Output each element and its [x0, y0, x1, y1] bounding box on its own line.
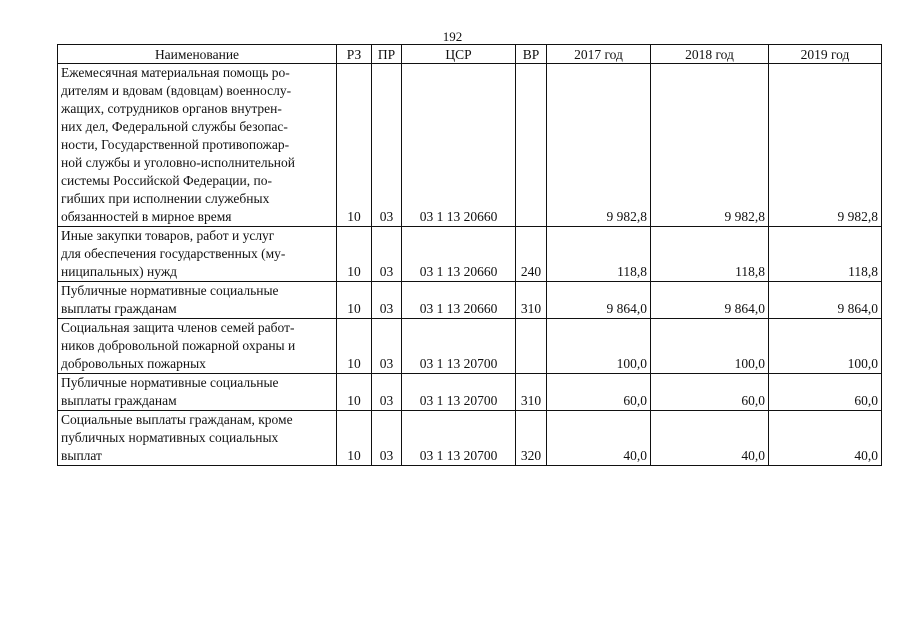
- row-2019: 40,0: [769, 411, 882, 466]
- row-csr: 03 1 13 20700: [402, 411, 516, 466]
- row-2018: 100,0: [651, 319, 769, 374]
- row-name: Социальные выплаты гражданам, кроме публичных нормативных социальных выплат: [58, 411, 337, 466]
- header-pr: ПР: [372, 45, 402, 64]
- row-2017: 40,0: [547, 411, 651, 466]
- row-rz: 10: [337, 411, 372, 466]
- row-2017: 9 864,0: [547, 282, 651, 319]
- row-2017: 9 982,8: [547, 64, 651, 227]
- row-2017: 60,0: [547, 374, 651, 411]
- row-2018: 118,8: [651, 227, 769, 282]
- row-name: Иные закупки товаров, работ и услуг для обеспечения государственных (му- ниципальных) нужд: [58, 227, 337, 282]
- row-csr: 03 1 13 20700: [402, 319, 516, 374]
- row-pr: 03: [372, 227, 402, 282]
- row-csr: 03 1 13 20660: [402, 64, 516, 227]
- header-2017: 2017 год: [547, 45, 651, 64]
- row-rz: 10: [337, 227, 372, 282]
- row-name: Публичные нормативные социальные выплаты гражданам: [58, 374, 337, 411]
- row-name: Ежемесячная материальная помощь ро- дителям и вдовам (вдовцам) военнослу- жащих, сотрудников органов внутрен- них дел, Федеральной службы безопас- ности, Государственной противопожар- ной службы и уголовно-исполнительной системы Российской Федерации, по- гибших при исполнении служебных обязанностей в мирное время: [58, 64, 337, 227]
- table-header-row: [58, 45, 882, 64]
- budget-table: [57, 44, 882, 466]
- table-row: [58, 64, 882, 227]
- row-2017: 100,0: [547, 319, 651, 374]
- row-vr: 310: [516, 282, 547, 319]
- row-2019: 9 864,0: [769, 282, 882, 319]
- header-2018: 2018 год: [651, 45, 769, 64]
- table-row: [58, 282, 882, 319]
- row-vr: 310: [516, 374, 547, 411]
- header-csr: ЦСР: [402, 45, 516, 64]
- table-row: [58, 227, 882, 282]
- row-csr: 03 1 13 20660: [402, 282, 516, 319]
- row-rz: 10: [337, 64, 372, 227]
- row-2018: 9 864,0: [651, 282, 769, 319]
- header-rz: РЗ: [337, 45, 372, 64]
- row-2018: 40,0: [651, 411, 769, 466]
- row-2019: 60,0: [769, 374, 882, 411]
- row-pr: 03: [372, 411, 402, 466]
- row-pr: 03: [372, 64, 402, 227]
- table-row: [58, 411, 882, 466]
- row-rz: 10: [337, 374, 372, 411]
- row-csr: 03 1 13 20660: [402, 227, 516, 282]
- row-pr: 03: [372, 319, 402, 374]
- page-number: 192: [442, 29, 463, 44]
- header-2019: 2019 год: [769, 45, 882, 64]
- row-2017: 118,8: [547, 227, 651, 282]
- row-pr: 03: [372, 282, 402, 319]
- row-rz: 10: [337, 319, 372, 374]
- row-name: Социальная защита членов семей работ- ников добровольной пожарной охраны и добровольных пожарных: [58, 319, 337, 374]
- row-2019: 118,8: [769, 227, 882, 282]
- row-2019: 9 982,8: [769, 64, 882, 227]
- row-name: Публичные нормативные социальные выплаты гражданам: [58, 282, 337, 319]
- row-2019: 100,0: [769, 319, 882, 374]
- row-2018: 9 982,8: [651, 64, 769, 227]
- header-vr: ВР: [516, 45, 547, 64]
- row-vr: 320: [516, 411, 547, 466]
- row-vr: [516, 319, 547, 374]
- table-row: [58, 374, 882, 411]
- row-rz: 10: [337, 282, 372, 319]
- row-2018: 60,0: [651, 374, 769, 411]
- row-vr: [516, 64, 547, 227]
- header-name: Наименование: [58, 45, 337, 64]
- row-vr: 240: [516, 227, 547, 282]
- row-pr: 03: [372, 374, 402, 411]
- row-csr: 03 1 13 20700: [402, 374, 516, 411]
- table-row: [58, 319, 882, 374]
